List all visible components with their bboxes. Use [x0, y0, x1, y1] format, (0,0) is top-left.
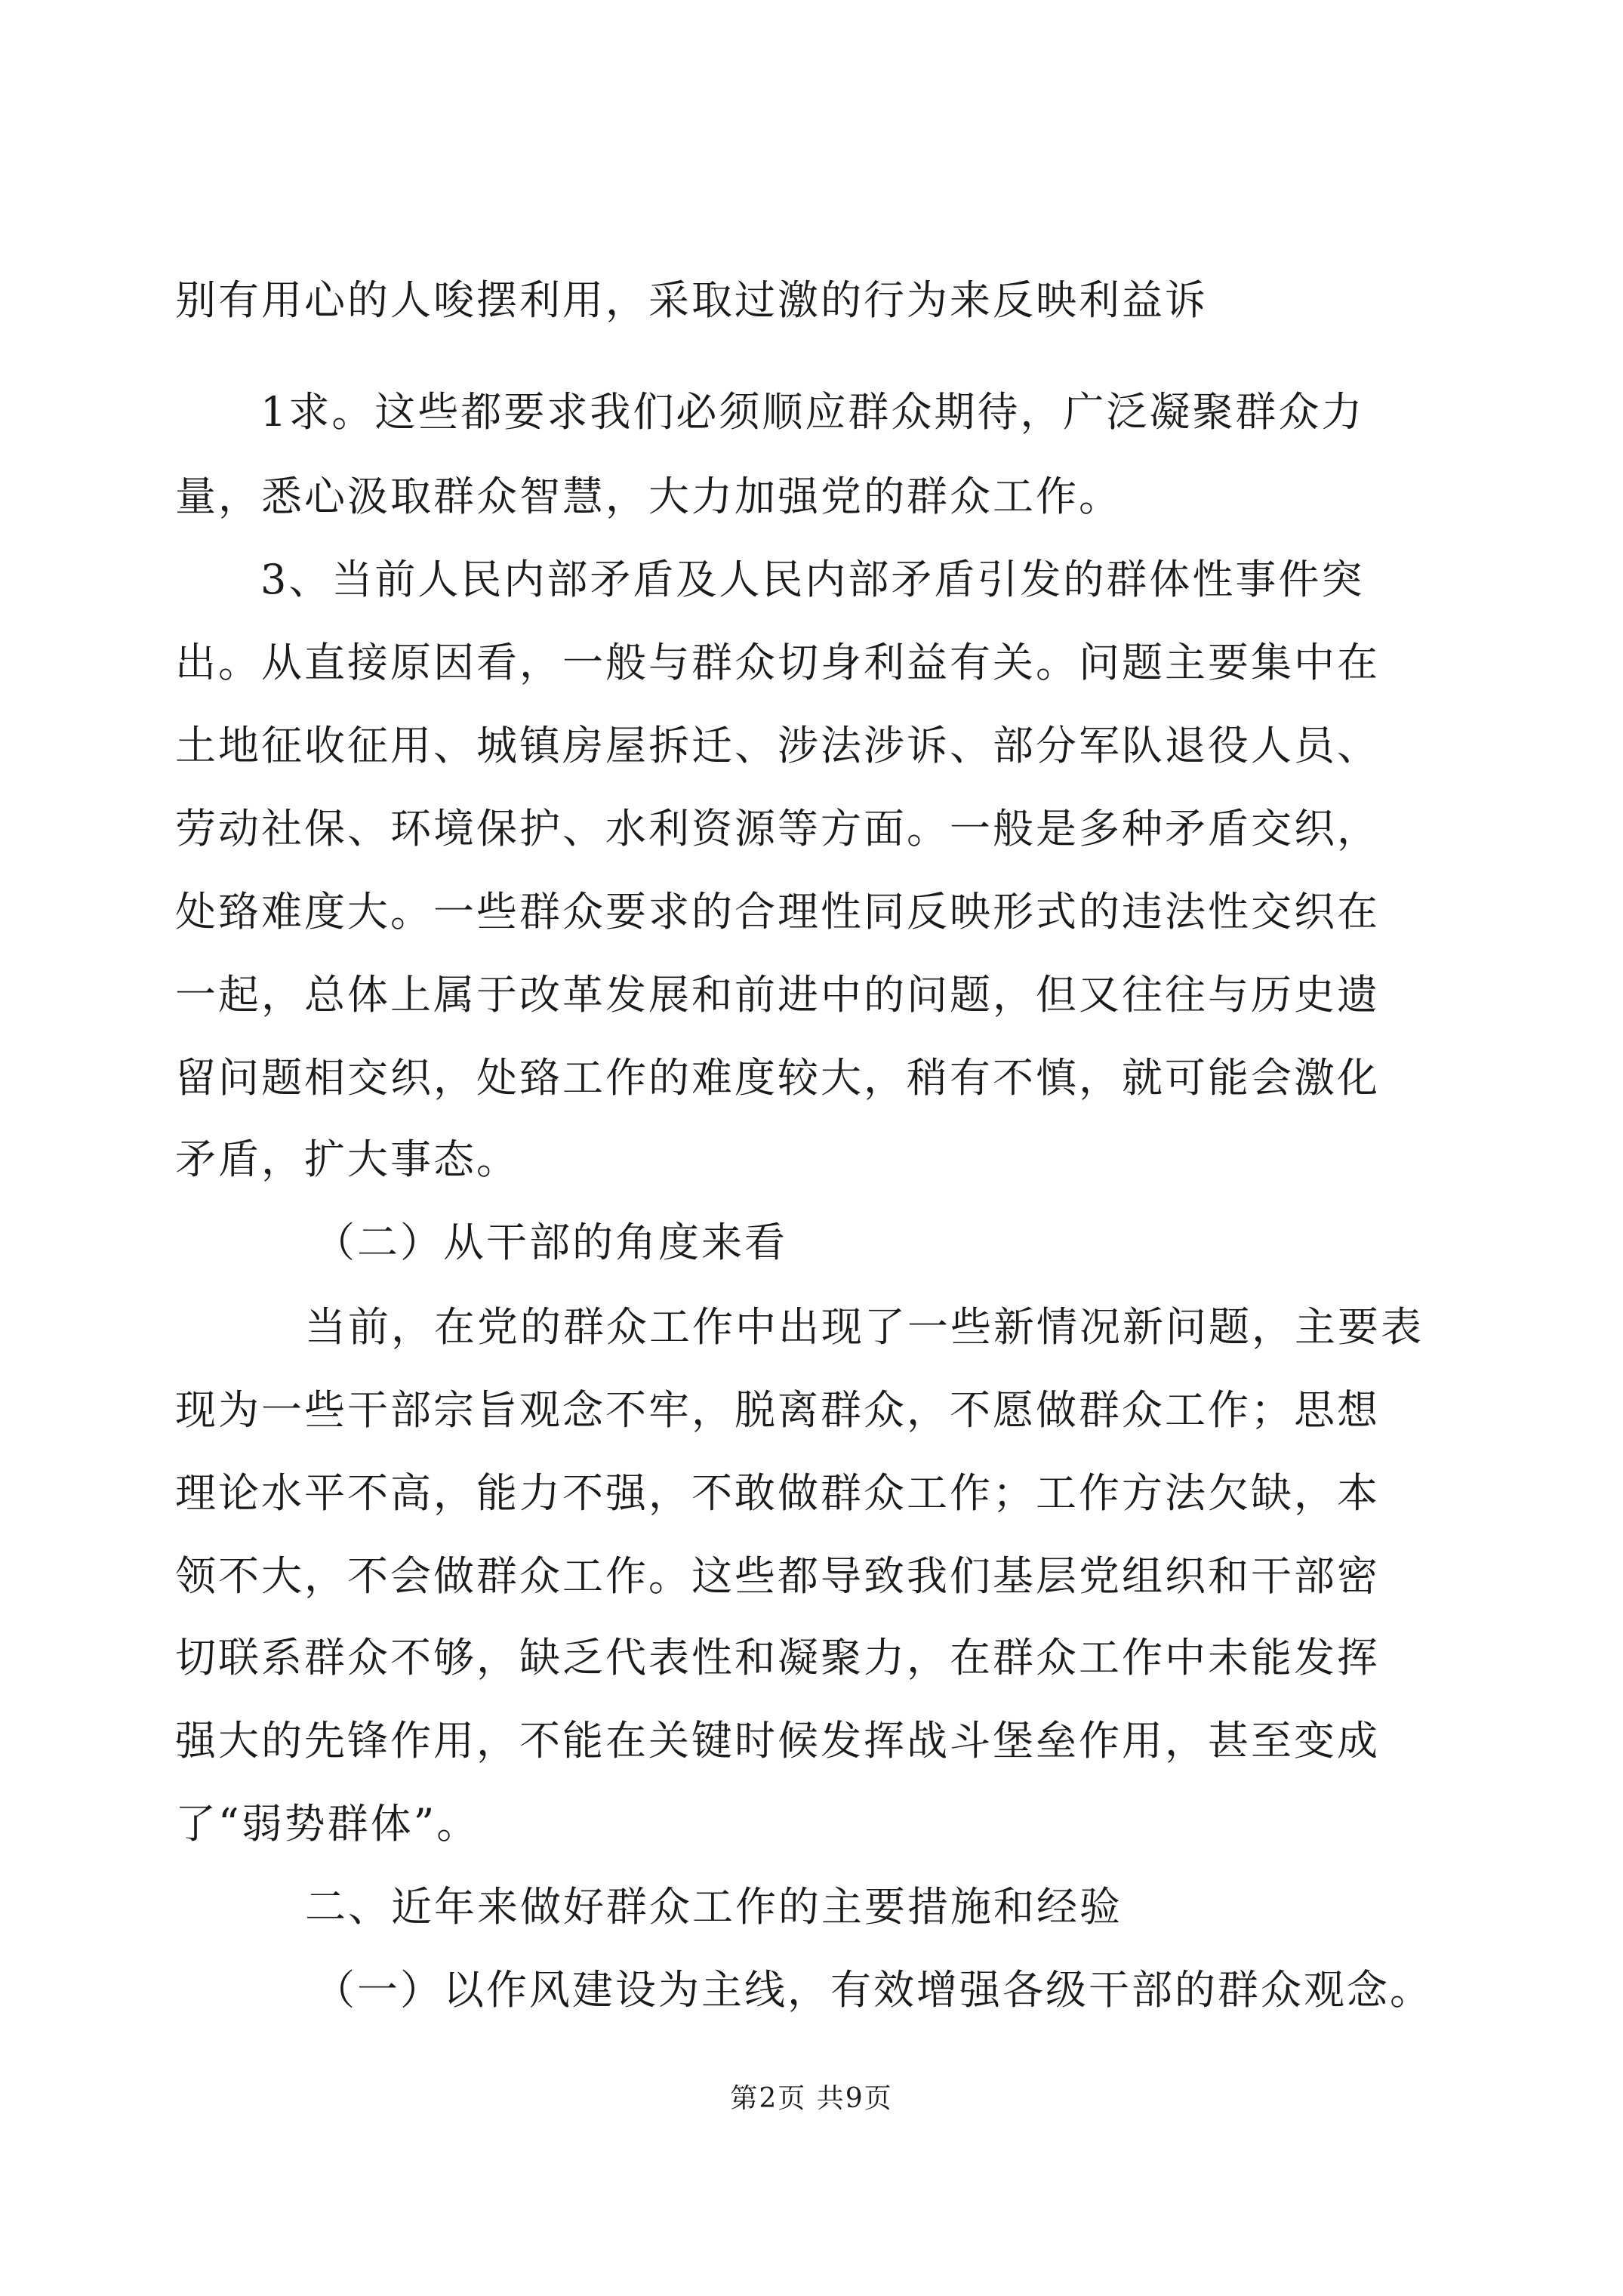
body-line: 出。从直接原因看，一般与群众切身利益有关。问题主要集中在 [175, 639, 1380, 686]
body-line: 了“弱势群体”。 [175, 1800, 480, 1848]
section-heading: 二、近年来做好群众工作的主要措施和经验 [305, 1883, 1123, 1931]
body-line: 强大的先锋作用，不能在关键时候发挥战斗堡垒作用，甚至变成 [175, 1717, 1380, 1764]
page-number-footer: 第2页 共9页 [730, 2083, 893, 2114]
body-line: 一起，总体上属于改革发展和前进中的问题，但又往往与历史遗 [175, 971, 1380, 1019]
body-line: 1求。这些都要求我们必须顺应群众期待，广泛凝聚群众力 [260, 388, 1365, 436]
body-line: 当前，在党的群众工作中出现了一些新情况新问题，主要表 [305, 1303, 1424, 1351]
body-line: 土地征收征用、城镇房屋拆迁、涉法涉诉、部分军队退役人员、 [175, 722, 1380, 769]
body-line: 留问题相交织，处臵工作的难度较大，稍有不慎，就可能会激化 [175, 1054, 1380, 1102]
body-line: 量，悉心汲取群众智慧，大力加强党的群众工作。 [175, 473, 1122, 520]
body-line: 别有用心的人唆摆利用，采取过激的行为来反映利益诉 [175, 276, 1208, 324]
subsection-heading: （一）以作风建设为主线，有效增强各级干部的群众观念。 [314, 1966, 1433, 2014]
body-line: 3、当前人民内部矛盾及人民内部矛盾引发的群体性事件突 [260, 556, 1365, 603]
section-heading: （二）从干部的角度来看 [314, 1219, 787, 1266]
body-line: 理论水平不高，能力不强，不敢做群众工作；工作方法欠缺，本 [175, 1469, 1380, 1517]
body-line: 矛盾，扩大事态。 [175, 1136, 519, 1183]
body-line: 切联系群众不够，缺乏代表性和凝聚力，在群众工作中未能发挥 [175, 1634, 1380, 1681]
body-line: 领不大，不会做群众工作。这些都导致我们基层党组织和干部密 [175, 1552, 1380, 1600]
body-line: 处臵难度大。一些群众要求的合理性同反映形式的违法性交织在 [175, 888, 1380, 935]
body-line: 现为一些干部宗旨观念不牢，脱离群众，不愿做群众工作；思想 [175, 1386, 1380, 1434]
body-line: 劳动社保、环境保护、水利资源等方面。一般是多种矛盾交织， [175, 805, 1380, 852]
